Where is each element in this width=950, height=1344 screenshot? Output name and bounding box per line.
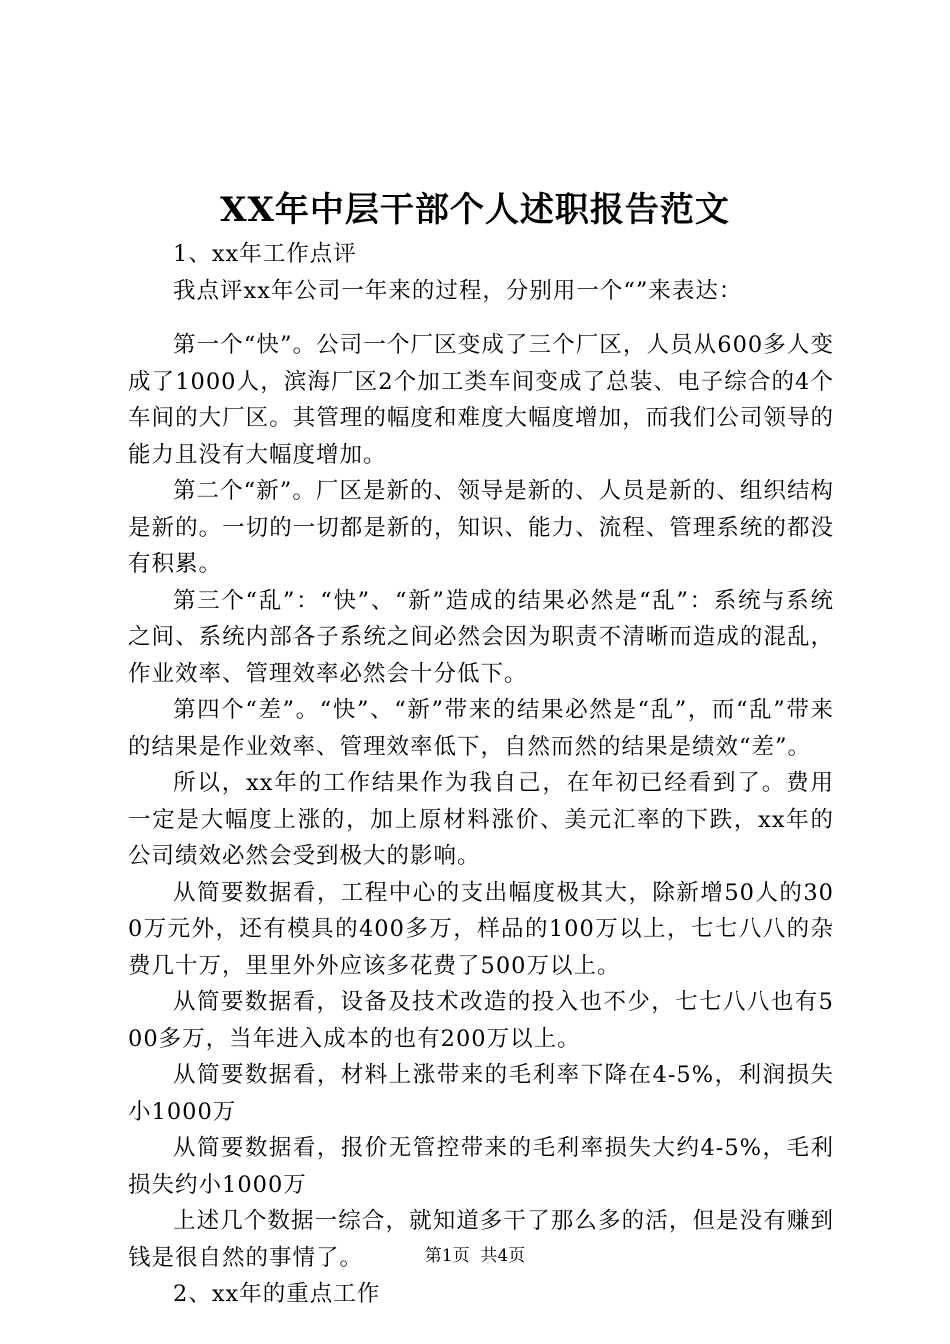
document-title: XX年中层干部个人述职报告范文 [220, 190, 730, 230]
paragraph: 2、xx年的重点工作 [173, 1281, 381, 1307]
paragraph: 所以，xx年的工作结果作为我自己，在年初已经看到了。费用一定是大幅度上涨的，加上原材料涨价、美元汇率的下跌，xx年的公司绩效必然会受到极大的影响。 [128, 770, 834, 869]
document-body [128, 236, 834, 1313]
paragraph: 从简要数据看，工程中心的支出幅度极其大，除新增50人的300万元外，还有模具的400多万，样品的100万以上，七七八八的杂费几十万，里里外外应该多花费了500万以上。 [128, 879, 834, 979]
paragraph: 从简要数据看，报价无管控带来的毛利率损失大约4-5%，毛利损失约小1000万 [128, 1135, 834, 1198]
page-number-footer: 第1页 共4页 [424, 1246, 526, 1266]
paragraph: 第二个“新”。厂区是新的、领导是新的、人员是新的、组织结构是新的。一切的一切都是新的，知识、能力、流程、管理系统的都没有积累。 [128, 478, 834, 577]
paragraph: 从简要数据看，材料上涨带来的毛利率下降在4-5%，利润损失小1000万 [128, 1062, 834, 1125]
paragraph: 上述几个数据一综合，就知道多干了那么多的活，但是没有赚到钱是很自然的事情了。 [128, 1208, 834, 1271]
paragraph: 第一个“快”。公司一个厂区变成了三个厂区，人员从600多人变成了1000人，滨海厂区2个加工类车间变成了总装、电子综合的4个车间的大厂区。其管理的幅度和难度大幅度增加，而我们公司领导的能力且没有大幅度增加。 [128, 332, 834, 468]
paragraph: 从简要数据看，设备及技术改造的投入也不少，七七八八也有500多万，当年进入成本的也有200万以上。 [128, 989, 834, 1052]
paragraph: 1、xx年工作点评 [173, 241, 357, 267]
paragraph: 第四个“差”。“快”、“新”带来的结果必然是“乱”，而“乱”带来的结果是作业效率、管理效率低下，自然而然的结果是绩效“差”。 [128, 697, 834, 760]
paragraph: 第三个“乱”：“快”、“新”造成的结果必然是“乱”：系统与系统之间、系统内部各子系统之间必然会因为职责不清晰而造成的混乱，作业效率、管理效率必然会十分低下。 [128, 587, 834, 687]
paragraph: 我点评xx年公司一年来的过程，分别用一个“”来表达： [173, 277, 743, 304]
